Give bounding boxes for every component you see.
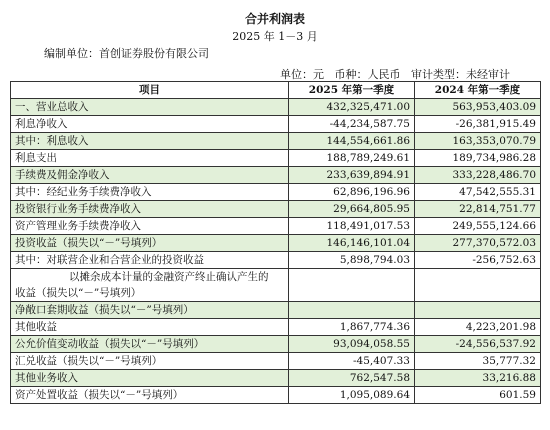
value-2024q1: -256,752.63 — [415, 252, 541, 269]
table-row — [11, 116, 541, 133]
table-row — [11, 235, 541, 252]
column-header-2025q1: 2025 年第一季度 — [289, 82, 415, 99]
value-2025q1: 146,146,101.04 — [289, 235, 415, 252]
row-label — [11, 269, 289, 302]
row-label: 其他业务收入 — [11, 370, 289, 387]
row-label: 汇兑收益（损失以“－”号填列） — [11, 353, 289, 370]
table-row — [11, 336, 541, 353]
value-2024q1: 163,353,070.79 — [415, 133, 541, 150]
value-2025q1: 144,554,661.86 — [289, 133, 415, 150]
row-label: 一、营业总收入 — [11, 99, 289, 116]
value-2025q1: -44,234,587.75 — [289, 116, 415, 133]
value-2025q1: 29,664,805.95 — [289, 201, 415, 218]
value-2024q1: 277,370,572.03 — [415, 235, 541, 252]
table-row — [11, 319, 541, 336]
value-2025q1: 233,639,894.91 — [289, 167, 415, 184]
value-2025q1: 188,789,249.61 — [289, 150, 415, 167]
row-label: 手续费及佣金净收入 — [11, 167, 289, 184]
value-2024q1: -24,556,537.92 — [415, 336, 541, 353]
table-header-row — [11, 82, 541, 99]
table-row — [11, 387, 541, 404]
table-row — [11, 302, 541, 319]
value-2024q1 — [415, 302, 541, 319]
value-2024q1: 333,228,486.70 — [415, 167, 541, 184]
value-2024q1: 189,734,986.28 — [415, 150, 541, 167]
row-label: 其中：对联营企业和合营企业的投资收益 — [11, 252, 289, 269]
table-row — [11, 252, 541, 269]
row-label: 公允价值变动收益（损失以“－”号填列） — [11, 336, 289, 353]
row-label: 资产管理业务手续费净收入 — [11, 218, 289, 235]
value-2025q1: 1,867,774.36 — [289, 319, 415, 336]
preparer-company: 编制单位：首创证券股份有限公司 — [44, 47, 209, 60]
value-2024q1: 35,777.32 — [415, 353, 541, 370]
value-2025q1: 432,325,471.00 — [289, 99, 415, 116]
value-2025q1 — [289, 269, 415, 302]
row-label: 其他收益 — [11, 319, 289, 336]
row-label: 利息净收入 — [11, 116, 289, 133]
value-2025q1 — [289, 302, 415, 319]
value-2024q1: 563,953,403.09 — [415, 99, 541, 116]
income-statement-table — [10, 81, 541, 404]
table-row — [11, 184, 541, 201]
row-label: 资产处置收益（损失以“－”号填列） — [11, 387, 289, 404]
value-2025q1: 93,094,058.55 — [289, 336, 415, 353]
table-row — [11, 167, 541, 184]
table-row — [11, 269, 541, 302]
value-2024q1: 47,542,555.31 — [415, 184, 541, 201]
table-row — [11, 353, 541, 370]
value-2024q1: 33,216.88 — [415, 370, 541, 387]
value-2024q1: 4,223,201.98 — [415, 319, 541, 336]
row-label-line1: 以摊余成本计量的金融资产终止确认产生的 — [69, 271, 269, 283]
table-body — [11, 99, 541, 404]
unit-currency-audit-line: 单位：元 币种：人民币 审计类型：未经审计 — [280, 68, 510, 81]
value-2024q1: 601.59 — [415, 387, 541, 404]
value-2024q1: 249,555,124.66 — [415, 218, 541, 235]
table-row — [11, 370, 541, 387]
row-label: 其中：经纪业务手续费净收入 — [11, 184, 289, 201]
table-row — [11, 201, 541, 218]
table-row — [11, 218, 541, 235]
row-label: 其中：利息收入 — [11, 133, 289, 150]
row-label-line2: 收益（损失以“－”号填列） — [15, 287, 142, 299]
value-2025q1: 62,896,196.96 — [289, 184, 415, 201]
row-label: 投资银行业务手续费净收入 — [11, 201, 289, 218]
table-row — [11, 99, 541, 116]
value-2024q1 — [415, 269, 541, 302]
statement-period: 2025 年 1－3 月 — [232, 30, 318, 43]
statement-title: 合并利润表 — [244, 12, 305, 26]
value-2025q1: -45,407.33 — [289, 353, 415, 370]
value-2025q1: 1,095,089.64 — [289, 387, 415, 404]
column-header-item: 项目 — [11, 82, 289, 99]
row-label: 利息支出 — [11, 150, 289, 167]
table-row — [11, 133, 541, 150]
column-header-2024q1: 2024 年第一季度 — [415, 82, 541, 99]
row-label: 净敞口套期收益（损失以“－”号填列） — [11, 302, 289, 319]
value-2024q1: 22,814,751.77 — [415, 201, 541, 218]
value-2025q1: 5,898,794.03 — [289, 252, 415, 269]
table-row — [11, 150, 541, 167]
row-label: 投资收益（损失以“－”号填列） — [11, 235, 289, 252]
value-2024q1: -26,381,915.49 — [415, 116, 541, 133]
value-2025q1: 762,547.58 — [289, 370, 415, 387]
value-2025q1: 118,491,017.53 — [289, 218, 415, 235]
